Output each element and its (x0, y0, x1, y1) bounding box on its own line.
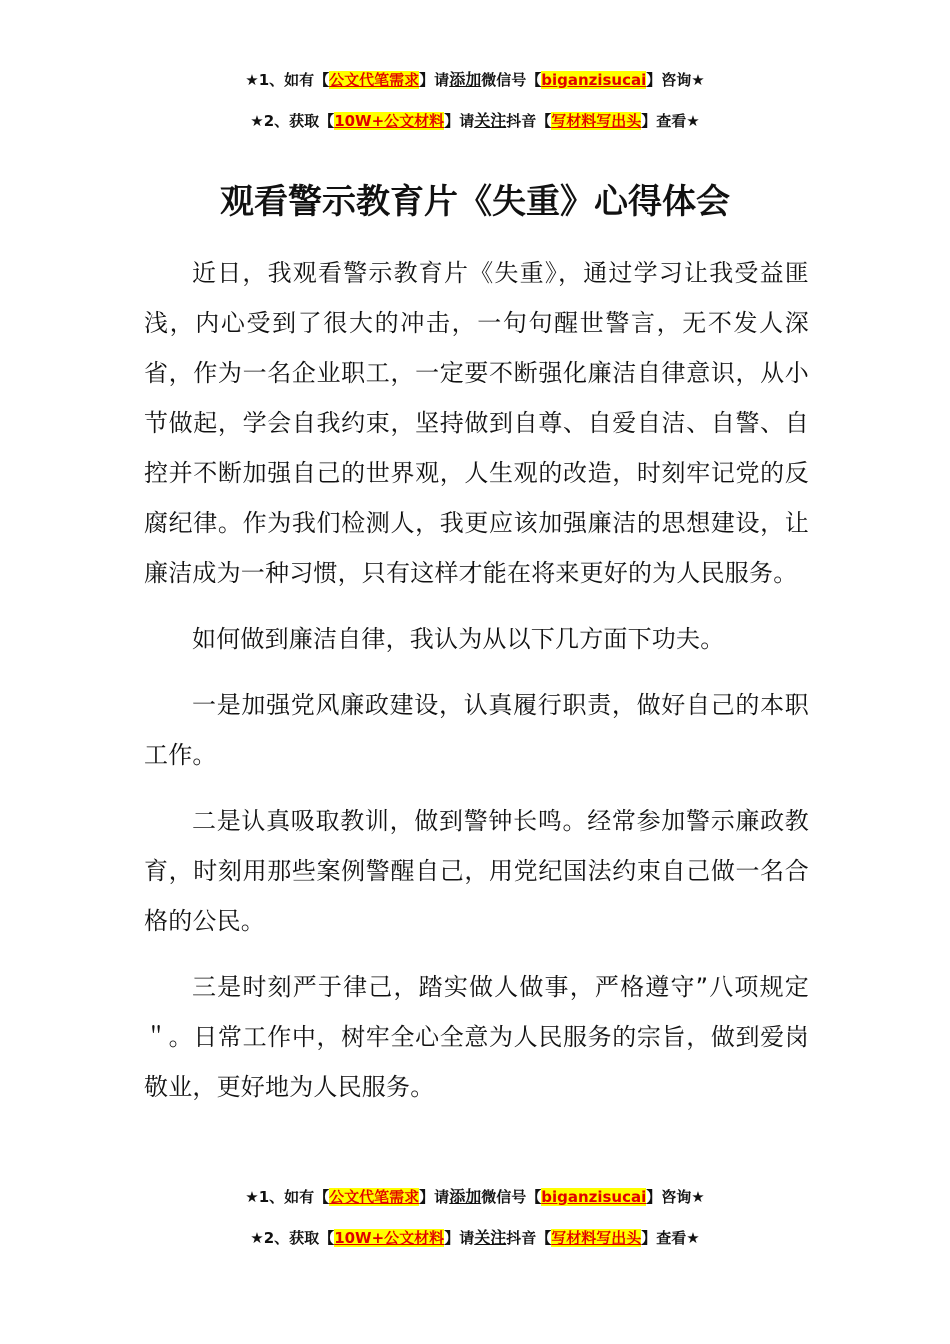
promo-text: 】查看★ (641, 112, 700, 130)
promo-text: 】请 (444, 1229, 475, 1247)
promo-douyin-id: 写材料写出头 (551, 112, 642, 130)
promo-emphasis: 添加 (449, 1187, 482, 1206)
promo-highlight: 10W+公文材料 (334, 112, 445, 130)
paragraph-intro: 近日，我观看警示教育片《失重》，通过学习让我受益匪浅，内心受到了很大的冲击，一句句醒世警言，无不发人深省，作为一名企业职工，一定要不断强化廉洁自律意识，从小节做起，学会自我约束，坚持做到自尊、自爱自洁、自警、自控并不断加强自己的世界观，人生观的改造，时刻牢记党的反腐纪律。作为我们检测人，我更应该加强廉洁的思想建设，让廉洁成为一种习惯，只有这样才能在将来更好的为人民服务。 (144, 259, 809, 587)
document-title: 观看警示教育片《失重》心得体会 (220, 182, 730, 222)
promo-highlight: 公文代笔需求 (329, 71, 420, 89)
promo-highlight: 10W+公文材料 (334, 1229, 445, 1247)
promo-text: ★2、获取【 (250, 1229, 335, 1247)
promo-line-top-2 (0, 110, 950, 132)
promo-text: ★1、如有【 (245, 1188, 330, 1206)
promo-text: 】咨询★ (646, 71, 705, 89)
document-body (144, 248, 809, 1128)
promo-line-bottom-1 (0, 1186, 950, 1208)
paragraph-point-3: 三是时刻严于律己，踏实做人做事，严格遵守”八项规定＂。日常工作中，树牢全心全意为人民服务的宗旨，做到爱岗敬业，更好地为人民服务。 (144, 973, 809, 1101)
promo-text: 】查看★ (641, 1229, 700, 1247)
promo-line-bottom-2 (0, 1227, 950, 1249)
promo-emphasis: 关注 (474, 1228, 507, 1247)
promo-line-top-1 (0, 69, 950, 91)
promo-emphasis: 关注 (474, 111, 507, 130)
paragraph-point-2: 二是认真吸取教训，做到警钟长鸣。经常参加警示廉政教育，时刻用那些案例警醒自己，用党纪国法约束自己做一名合格的公民。 (144, 807, 809, 935)
promo-emphasis: 添加 (449, 70, 482, 89)
promo-text: 】请 (419, 71, 450, 89)
promo-text: ★1、如有【 (245, 71, 330, 89)
promo-wechat-id: biganzisucai (541, 71, 647, 89)
promo-text: ★2、获取【 (250, 112, 335, 130)
promo-text: 抖音【 (506, 112, 552, 130)
paragraph-how: 如何做到廉洁自律，我认为从以下几方面下功夫。 (192, 625, 725, 653)
promo-douyin-id: 写材料写出头 (551, 1229, 642, 1247)
promo-text: 抖音【 (506, 1229, 552, 1247)
promo-text: 微信号【 (481, 1188, 542, 1206)
promo-wechat-id: biganzisucai (541, 1188, 647, 1206)
promo-text: 】咨询★ (646, 1188, 705, 1206)
paragraph-point-1: 一是加强党风廉政建设，认真履行职责，做好自己的本职工作。 (144, 691, 809, 769)
promo-highlight: 公文代笔需求 (329, 1188, 420, 1206)
promo-text: 】请 (444, 112, 475, 130)
promo-text: 微信号【 (481, 71, 542, 89)
promo-text: 】请 (419, 1188, 450, 1206)
